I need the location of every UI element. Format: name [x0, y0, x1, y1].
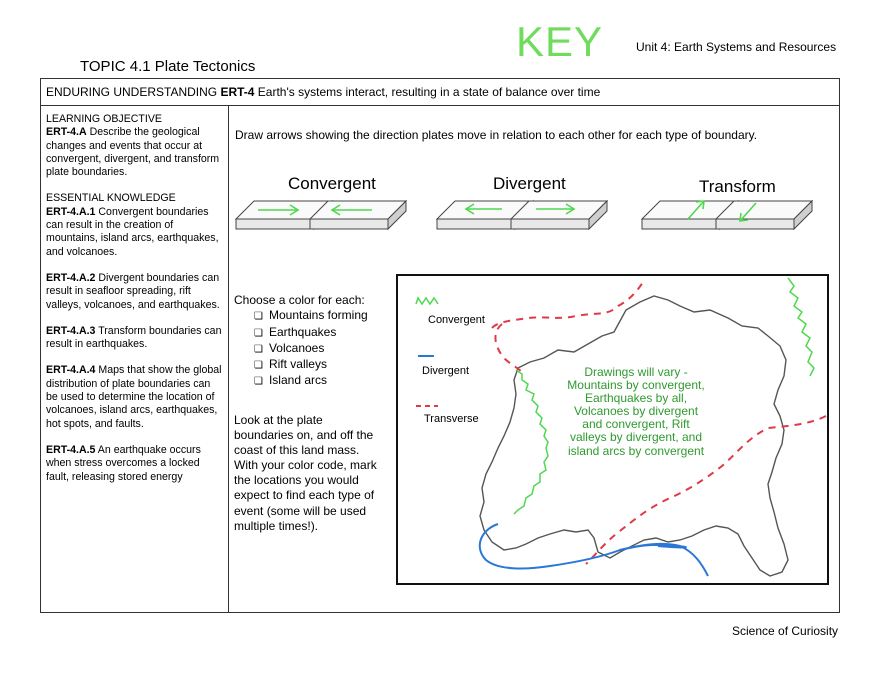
ek-code: ERT-4.A.2: [46, 271, 96, 284]
ek-code: ERT-4.A.5: [46, 443, 96, 456]
divergent-plates: [437, 201, 607, 229]
topic-title: TOPIC 4.1 Plate Tectonics: [80, 58, 256, 75]
eu-text: Earth's systems interact, resulting in a state of balance over time: [254, 85, 601, 99]
answer-note: Drawings will vary - Mountains by convergent, Earthquakes by all, Volcanoes by divergent and convergent, Rift valleys by divergent, and island arcs by convergent: [567, 365, 705, 458]
map-instruction: Look at the plate boundaries on, and off the coast of this land mass. With your color code, mark the locations you would expect to find each type of event (some will be used multiple times!).: [234, 413, 377, 533]
checkbox-item[interactable]: [254, 357, 368, 373]
transverse-boundary-west: [495, 324, 522, 372]
footer-credit: Science of Curiosity: [732, 624, 839, 638]
essential-knowledge-2: [46, 272, 224, 312]
convergent-title: Convergent: [288, 174, 376, 193]
legend-transverse: Transverse: [424, 413, 479, 425]
divergent-title: Divergent: [493, 174, 566, 193]
eu-code: ERT-4: [220, 85, 255, 99]
arrow-instruction: Draw arrows showing the direction plates move in relation to each other for each type of boundary.: [235, 128, 758, 142]
convergent-plates: [236, 201, 406, 229]
essential-knowledge-3: [46, 325, 224, 352]
transform-plates: [642, 201, 812, 229]
ek-text: Maps that show the global distribution of plate boundaries can be used to determine the location of volcanoes, island arcs, earthquakes, hot spots, and faults.: [46, 364, 222, 430]
convergent-legend-icon: [416, 298, 438, 304]
map-legend: [416, 298, 485, 425]
item-label: Volcanoes: [268, 340, 325, 355]
item-label: Earthquakes: [268, 324, 337, 339]
item-label: Mountains forming: [268, 308, 368, 323]
eu-prefix: ENDURING UNDERSTANDING: [46, 85, 221, 99]
choose-heading: Choose a color for each:: [234, 293, 365, 307]
transform-title: Transform: [699, 177, 776, 196]
essential-knowledge-1: [46, 192, 224, 258]
divergent-boundary-tail: [620, 544, 708, 576]
lo-code: ERT-4.A: [46, 126, 87, 139]
lo-text: Describe the geological changes and events that occur at convergent, divergent, and transform plate boundaries.: [46, 126, 220, 179]
convergent-boundary-east: [788, 278, 814, 376]
checkbox-item[interactable]: [254, 341, 368, 357]
left-column: [46, 113, 224, 497]
essential-knowledge-5: [46, 444, 224, 484]
ek-text: An earthquake occurs when stress overcomes a locked fault, releasing stored energy: [46, 443, 201, 483]
column-divider: [228, 106, 229, 613]
ek-text: Divergent boundaries can result in seafloor spreading, rift valleys, volcanoes, and earthquakes.: [46, 271, 220, 311]
checkbox-item[interactable]: [254, 373, 368, 389]
key-label: KEY: [516, 18, 604, 65]
learning-objective: [46, 113, 224, 179]
ek-code: ERT-4.A.3: [46, 324, 96, 337]
boundary-diagrams: [230, 165, 830, 245]
ek-code: ERT-4.A.1: [46, 205, 96, 218]
legend-convergent: Convergent: [428, 314, 485, 326]
legend-divergent: Divergent: [422, 365, 470, 377]
enduring-understanding: [40, 78, 840, 106]
convergent-boundary-west: [514, 370, 548, 514]
checkbox-item[interactable]: [254, 325, 368, 341]
unit-title: Unit 4: Earth Systems and Resources: [636, 40, 837, 54]
item-label: Island arcs: [268, 373, 327, 388]
essential-knowledge-4: [46, 364, 224, 430]
ek-text: Transform boundaries can result in earthquakes.: [46, 324, 222, 351]
ek-code: ERT-4.A.4: [46, 364, 96, 377]
lo-heading: LEARNING OBJECTIVE: [46, 113, 162, 125]
ek-heading: ESSENTIAL KNOWLEDGE: [46, 192, 176, 205]
transverse-boundary-north: [492, 280, 644, 328]
ek-text: Convergent boundaries can result in the creation of mountains, island arcs, earthquakes, and volcanoes.: [46, 205, 219, 258]
item-label: Rift valleys: [268, 357, 327, 372]
checkbox-item[interactable]: [254, 308, 368, 324]
color-key-list: [234, 293, 368, 390]
